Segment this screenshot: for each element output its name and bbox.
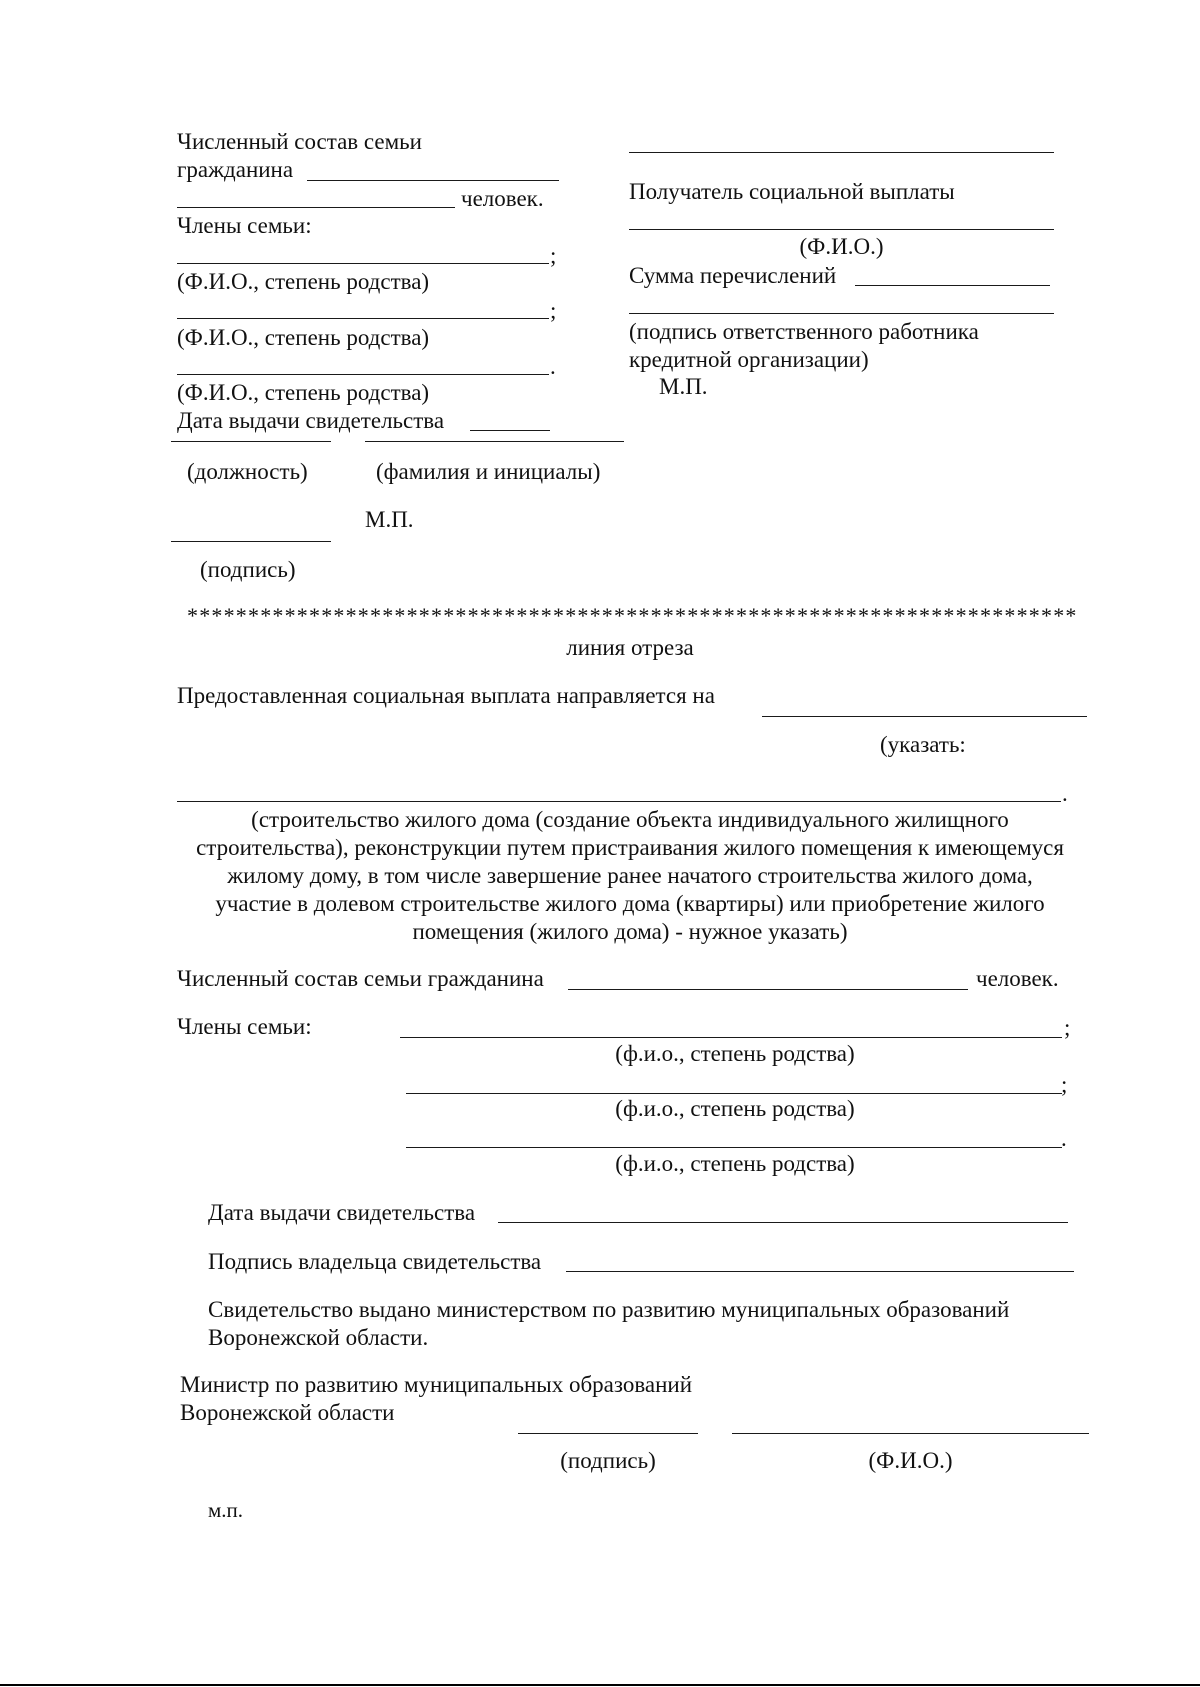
- family-size-label: Численный состав семьи: [177, 129, 422, 154]
- purpose-options-caption: (строительство жилого дома (создание объекта индивидуального жилищного строительства), реконструкции путем пристраивания жилого помещения к имеющемуся жилому дому, в том числе завершение ранее начатого строительства жилого дома, участие в долевом строительстве жилого дома (квартиры) или приобретение жилого помещения (жилого дома) - нужное указать): [196, 807, 1064, 944]
- member-semicolon-1: ;: [550, 243, 557, 268]
- family-size-count-field[interactable]: [177, 207, 455, 208]
- member-lower-semicolon-2: ;: [1061, 1072, 1068, 1097]
- transfer-sum-label: Сумма перечислений: [629, 263, 837, 288]
- page-bottom-border: [0, 1684, 1200, 1686]
- cut-line-label: линия отреза: [566, 635, 694, 660]
- transfer-sum-field[interactable]: [855, 285, 1050, 286]
- member-lower-field-2[interactable]: [406, 1093, 1062, 1094]
- member-lower-caption-3: (ф.и.о., степень родства): [615, 1151, 855, 1176]
- name-initials-field[interactable]: [365, 441, 624, 442]
- minister-fio-field[interactable]: [732, 1433, 1089, 1434]
- family-size-label-cont: гражданина: [177, 157, 294, 182]
- signature-caption: (подпись): [200, 557, 296, 582]
- responsible-signature-field[interactable]: [629, 313, 1054, 314]
- purpose-field[interactable]: [762, 716, 1087, 717]
- purpose-label: Предоставленная социальная выплата направляется на: [177, 683, 715, 708]
- member-lower-caption-1: (ф.и.о., степень родства): [615, 1041, 855, 1066]
- name-initials-caption: (фамилия и инициалы): [376, 459, 601, 484]
- minister-fio-caption: (Ф.И.О.): [868, 1448, 953, 1473]
- member-period-3: .: [550, 354, 556, 379]
- minister-title-cont: Воронежской области: [180, 1400, 395, 1425]
- persons-label: человек.: [461, 186, 544, 211]
- minister-title: Министр по развитию муниципальных образований: [180, 1372, 693, 1397]
- family-members-label: Члены семьи:: [177, 213, 312, 238]
- member-lower-semicolon-1: ;: [1064, 1015, 1071, 1040]
- stamp-placeholder: М.П.: [365, 507, 414, 532]
- member-lower-field-3[interactable]: [406, 1147, 1062, 1148]
- purpose-detail-field[interactable]: [177, 801, 1061, 802]
- family-size-lower-field[interactable]: [568, 989, 968, 990]
- minister-signature-field[interactable]: [518, 1433, 698, 1434]
- signature-field[interactable]: [171, 541, 331, 542]
- specify-label: (указать:: [880, 732, 966, 757]
- persons-lower-label: человек.: [976, 966, 1059, 991]
- recipient-label: Получатель социальной выплаты: [629, 179, 955, 204]
- member-lower-field-1[interactable]: [400, 1037, 1062, 1038]
- member-field-1[interactable]: [177, 263, 549, 264]
- bank-stamp-placeholder: М.П.: [659, 374, 708, 399]
- purpose-period: .: [1062, 781, 1068, 806]
- member-lower-caption-2: (ф.и.о., степень родства): [615, 1096, 855, 1121]
- member-field-3[interactable]: [177, 374, 549, 375]
- issued-by-text: Свидетельство выдано министерством по развитию муниципальных образований: [208, 1297, 1010, 1322]
- issue-date-label: Дата выдачи свидетельства: [177, 408, 445, 433]
- position-field[interactable]: [171, 441, 331, 442]
- position-caption: (должность): [187, 459, 308, 484]
- family-members-lower-label: Члены семьи:: [177, 1014, 312, 1039]
- recipient-fio-field[interactable]: [629, 229, 1054, 230]
- member-caption-1: (Ф.И.О., степень родства): [177, 269, 430, 294]
- issue-date-lower-label: Дата выдачи свидетельства: [208, 1200, 476, 1225]
- member-caption-3: (Ф.И.О., степень родства): [177, 380, 430, 405]
- member-semicolon-2: ;: [550, 298, 557, 323]
- owner-signature-field[interactable]: [566, 1271, 1074, 1272]
- cut-line-stars: *************************************************************************: [187, 603, 1078, 628]
- family-size-lower-label: Численный состав семьи гражданина: [177, 966, 544, 991]
- recipient-top-field[interactable]: [629, 152, 1054, 153]
- family-size-field[interactable]: [307, 180, 559, 181]
- issue-date-field[interactable]: [470, 430, 550, 431]
- issue-date-lower-field[interactable]: [498, 1222, 1068, 1223]
- issued-by-text-cont: Воронежской области.: [208, 1325, 429, 1350]
- member-lower-period-3: .: [1061, 1126, 1067, 1151]
- ministry-stamp-placeholder: м.п.: [208, 1498, 244, 1522]
- responsible-caption-cont: кредитной организации): [629, 347, 869, 372]
- member-field-2[interactable]: [177, 318, 549, 319]
- recipient-fio-caption: (Ф.И.О.): [799, 234, 884, 259]
- responsible-caption: (подпись ответственного работника: [629, 319, 979, 344]
- minister-signature-caption: (подпись): [560, 1448, 656, 1473]
- owner-signature-label: Подпись владельца свидетельства: [208, 1249, 542, 1274]
- member-caption-2: (Ф.И.О., степень родства): [177, 325, 430, 350]
